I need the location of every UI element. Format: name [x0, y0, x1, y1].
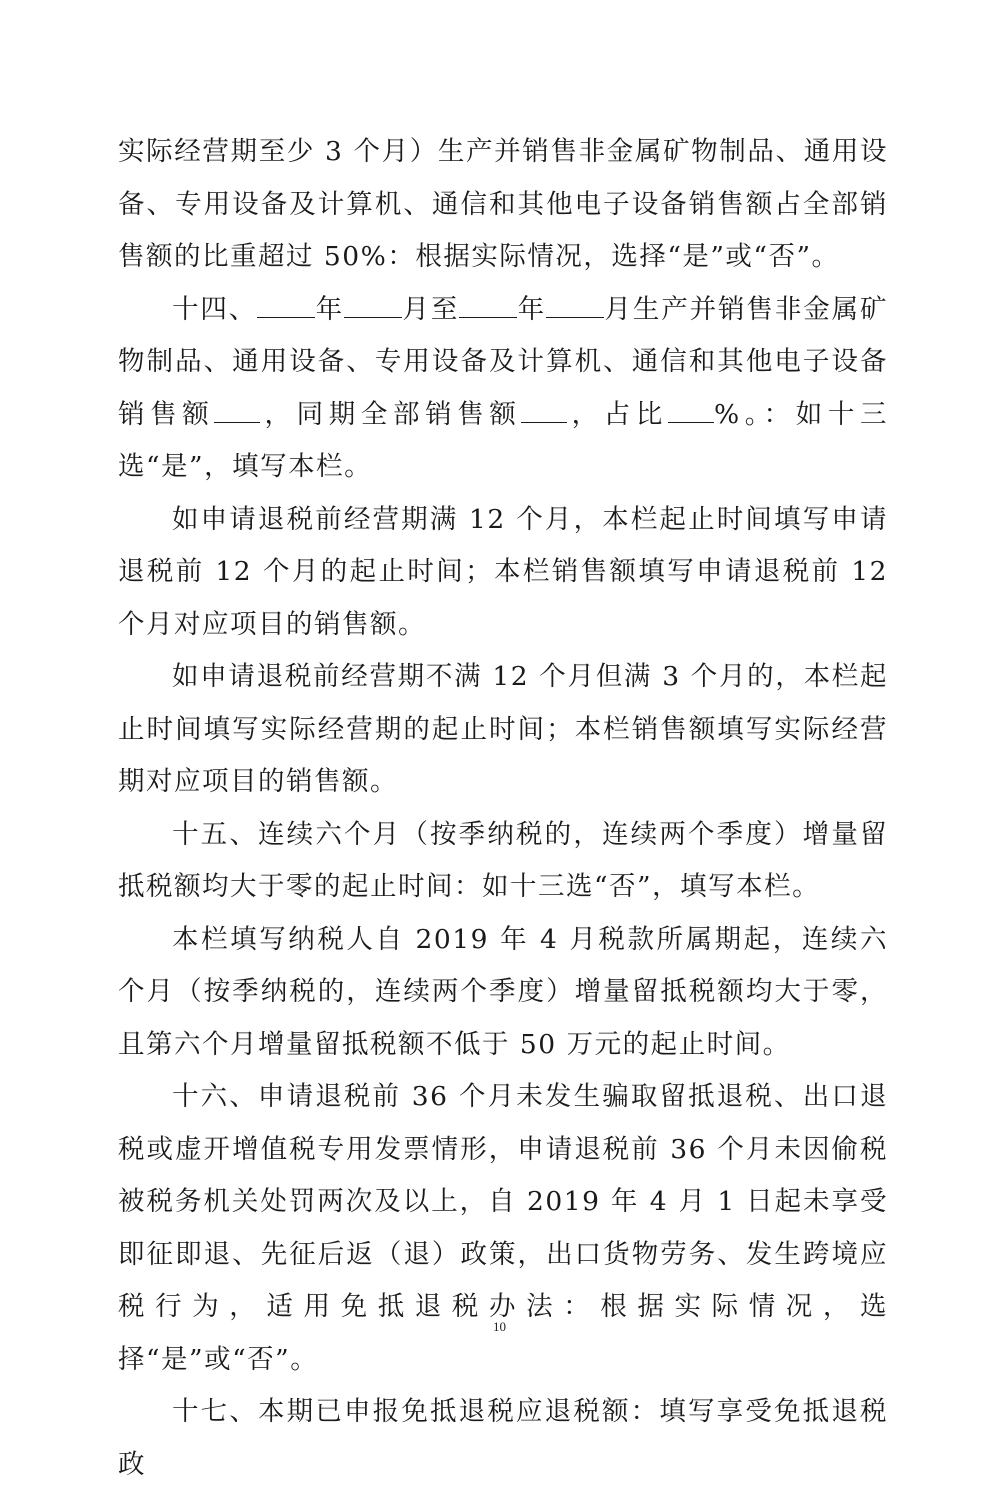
- paragraph-continuation: 实际经营期至少 3 个月）生产并销售非金属矿物制品、通用设备、专用设备及计算机、通信和其他电子设备销售额占全部销售额的比重超过 50%：根据实际情况，选择“是”或“否”。: [118, 136, 888, 272]
- item-14-ratio-label: ，占比: [567, 398, 668, 430]
- paragraph-item-16: 十六、申请退税前 36 个月未发生骗取留抵退税、出口退税或虚开增值税专用发票情形，申请退税前 36 个月未因偷税被税务机关处罚两次及以上，自 2019 年 4 月 1 日起未享受即征即退、先征后返（退）政策，出口货物劳务、发生跨境应税行为，适用免抵退税办法：根据实际情况，选择“是”或“否”。: [118, 1081, 888, 1375]
- blank-end-month: [546, 293, 604, 318]
- blank-total-sales: [521, 398, 567, 423]
- paragraph-full-12-months: 如申请退税前经营期满 12 个月，本栏起止时间填写申请退税前 12 个月的起止时间；本栏销售额填写申请退税前 12 个月对应项目的销售额。: [118, 503, 888, 640]
- document-body: [118, 126, 888, 1491]
- blank-sales-amount: [214, 398, 260, 423]
- item-14-description: 月生产并销售非金属矿物制品、通用设备、专用设备及计算机、通信和其他电子设备销售额: [118, 293, 889, 430]
- paragraph-under-12-months: 如申请退税前经营期不满 12 个月但满 3 个月的，本栏起止时间填写实际经营期的起止时间；本栏销售额填写实际经营期对应项目的销售额。: [118, 661, 888, 797]
- paragraph-item-15: 十五、连续六个月（按季纳税的，连续两个季度）增量留抵税额均大于零的起止时间：如十三选“否”，填写本栏。: [118, 818, 888, 902]
- blank-end-year: [459, 293, 517, 318]
- item-14-month-to-label: 月至: [402, 293, 460, 325]
- item-14-tail: %。：如十三选“是”，填写本栏。: [118, 398, 889, 482]
- blank-start-year: [257, 293, 315, 318]
- item-14-total-label: ，同期全部销售额: [260, 398, 522, 430]
- paragraph-item-14: [118, 284, 888, 494]
- item-14-year-label: 年: [315, 293, 345, 325]
- blank-start-month: [344, 293, 402, 318]
- item-14-year-label-2: 年: [517, 293, 547, 325]
- paragraph-item-17: 十七、本期已申报免抵退税应退税额：填写享受免抵退税政: [118, 1396, 888, 1480]
- page-number: 10: [493, 1319, 506, 1334]
- paragraph-item-15-detail: 本栏填写纳税人自 2019 年 4 月税款所属期起，连续六个月（按季纳税的，连续两个季度）增量留抵税额均大于零，且第六个月增量留抵税额不低于 50 万元的起止时间。: [118, 923, 888, 1060]
- item-14-label: 十四、: [172, 293, 258, 325]
- blank-ratio: [668, 398, 714, 423]
